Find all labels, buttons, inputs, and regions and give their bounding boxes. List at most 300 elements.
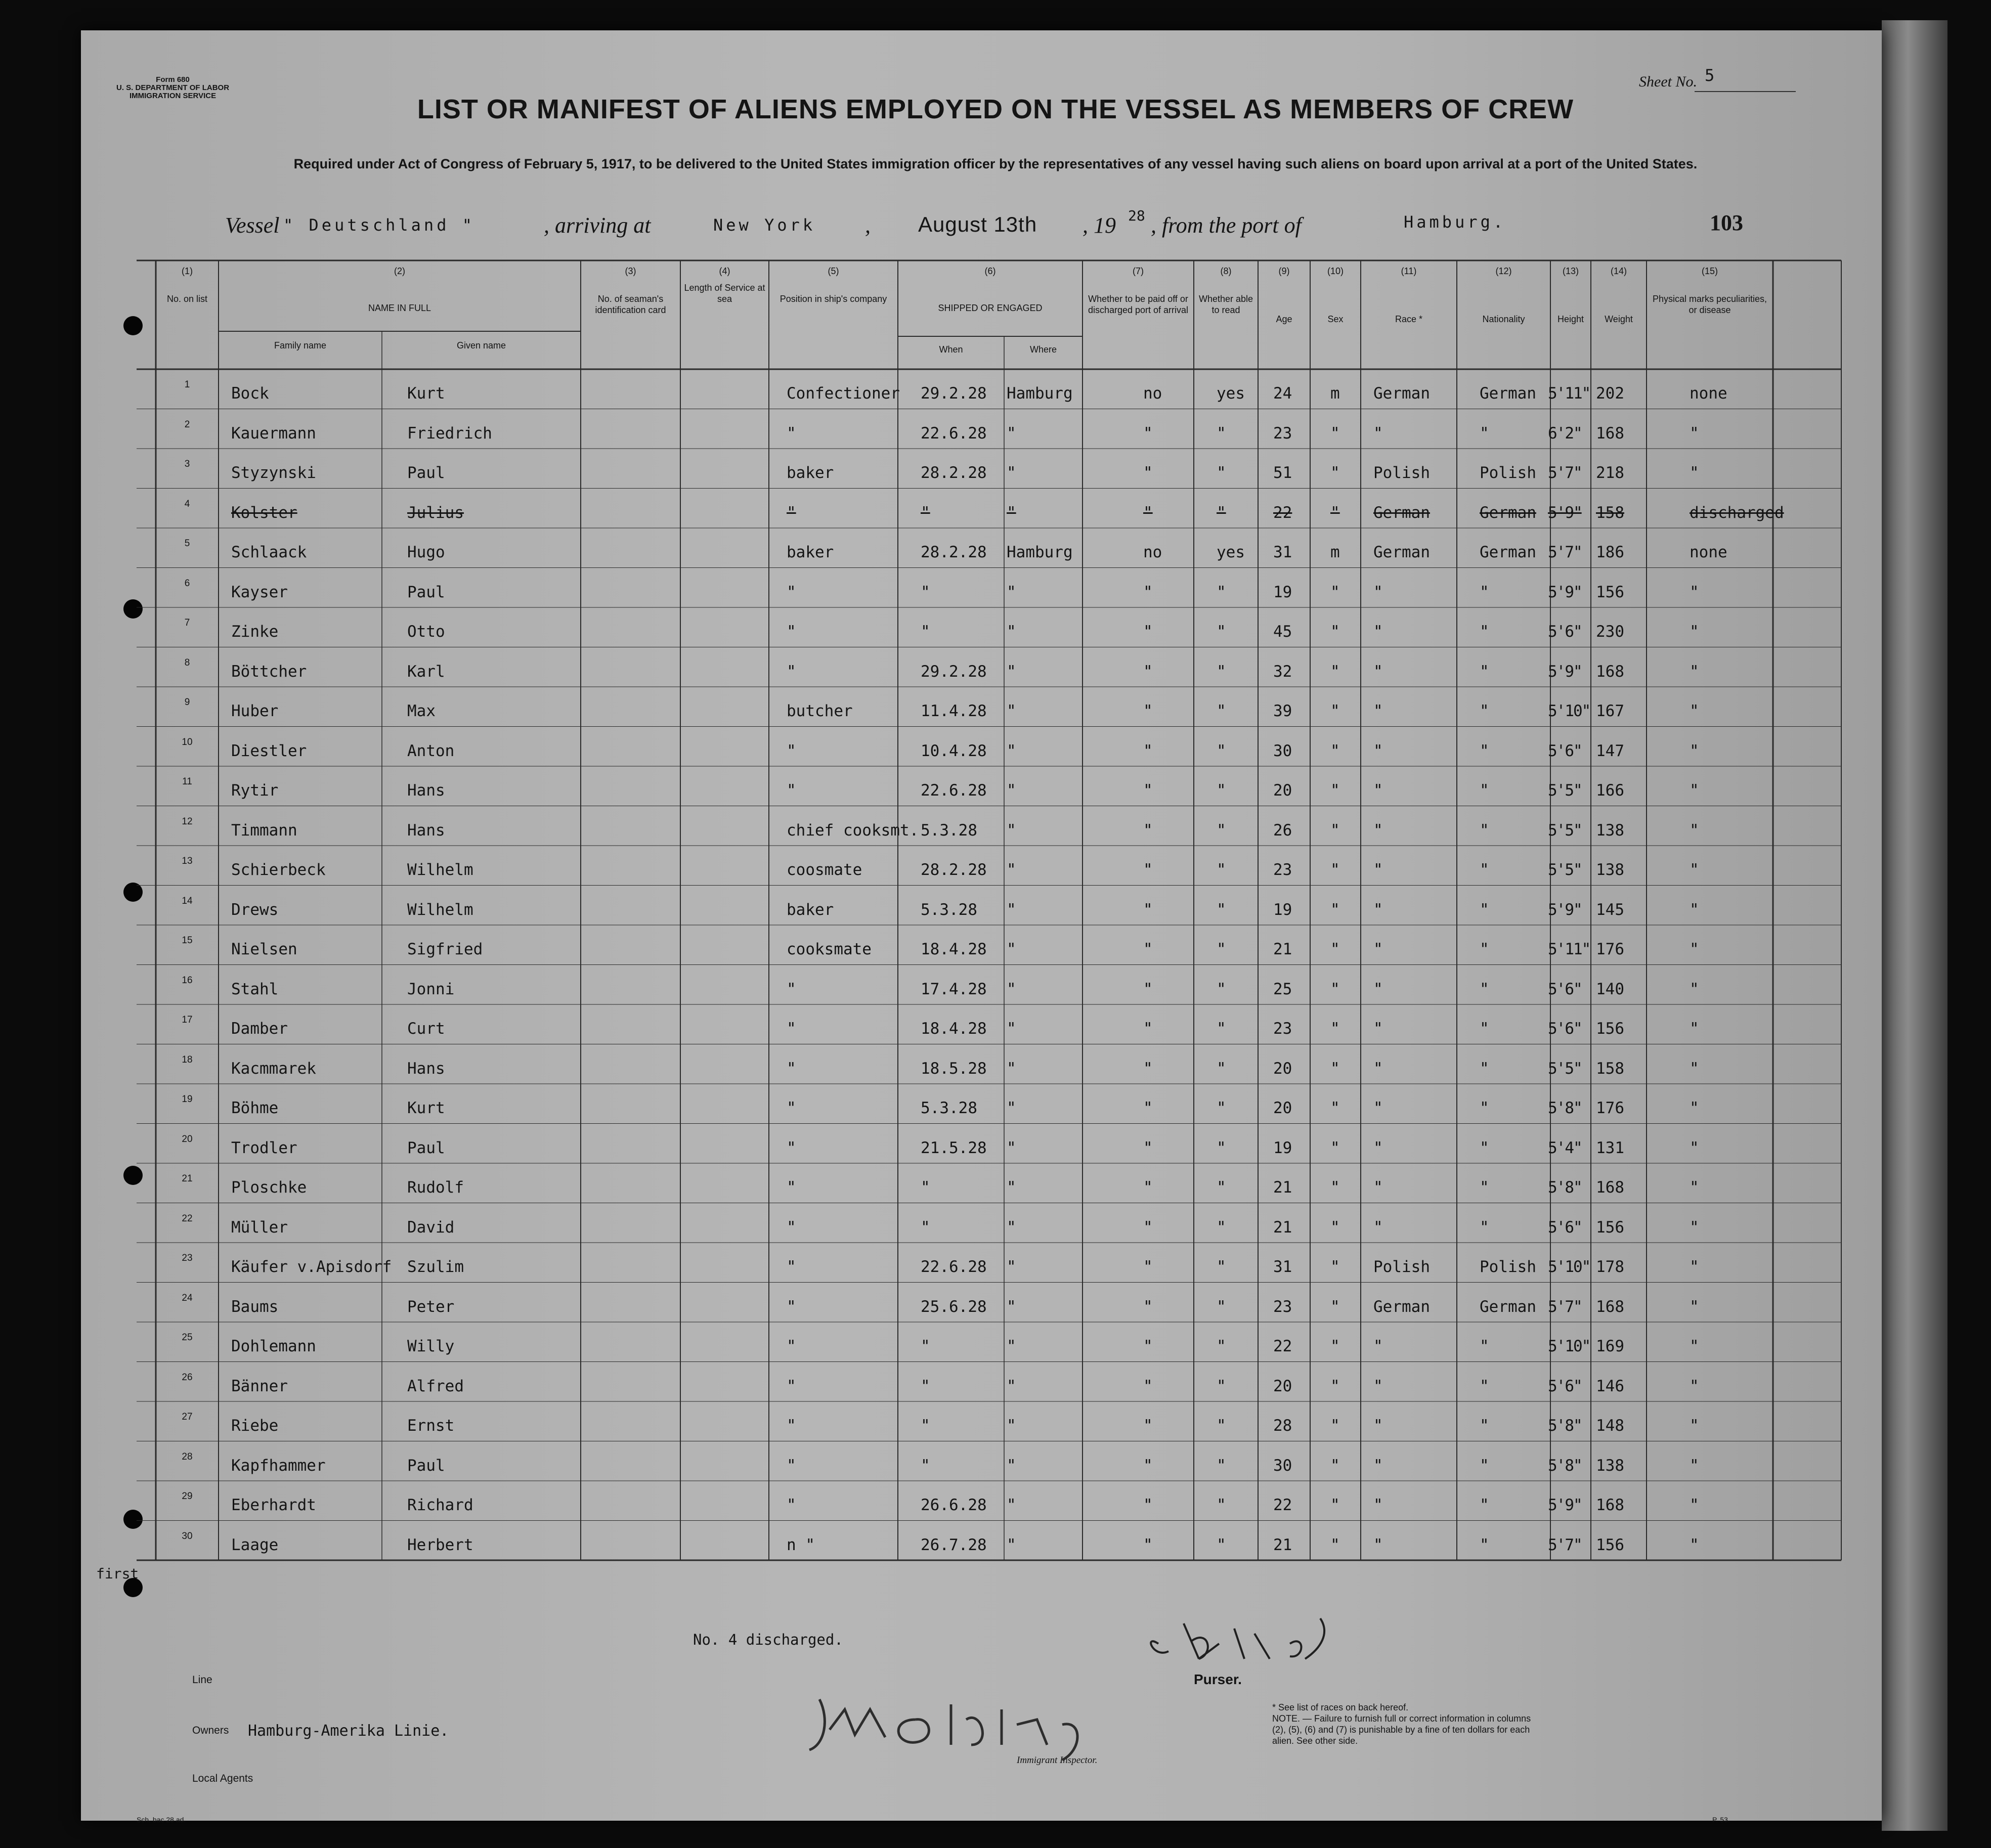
cell-weight: 138 [1596, 1456, 1624, 1475]
cell-shipped-when: " [921, 1337, 930, 1355]
cell-race: " [1373, 1535, 1383, 1554]
arrival-port: New York [713, 215, 816, 235]
cell-nationality: German [1480, 543, 1536, 561]
cell-paid-off: " [1143, 503, 1153, 522]
cell-physical-marks: " [1690, 1059, 1699, 1078]
cell-able-to-read: " [1217, 1496, 1226, 1514]
cell-able-to-read: " [1217, 662, 1226, 681]
row-number: 26 [182, 1372, 193, 1383]
cell-weight: 147 [1596, 741, 1624, 760]
cell-nationality: " [1480, 1218, 1489, 1237]
vessel-label: Vessel [225, 213, 280, 238]
cell-race: " [1373, 1178, 1383, 1197]
sheet-number: 5 [1705, 66, 1715, 85]
cell-nationality: " [1480, 623, 1489, 641]
cell-physical-marks: none [1690, 543, 1727, 561]
cell-family-name: Kauermann [231, 424, 316, 443]
cell-able-to-read: yes [1217, 384, 1245, 403]
cell-given-name: Alfred [407, 1377, 464, 1395]
cell-sex: " [1330, 980, 1340, 998]
cell-race: " [1373, 781, 1383, 800]
cell-family-name: Trodler [231, 1138, 297, 1157]
cell-paid-off: " [1143, 583, 1153, 601]
cell-nationality: " [1480, 1496, 1489, 1514]
owners-value: Hamburg-Amerika Linie. [248, 1722, 449, 1740]
column-header-c4: Length of Service at sea [684, 283, 765, 304]
date-separator: , [865, 213, 871, 238]
cell-height: 5'8" [1548, 1417, 1582, 1435]
row-number: 6 [184, 578, 190, 589]
row-number: 2 [184, 419, 190, 430]
column-header-c2: NAME IN FULL [368, 303, 431, 313]
cell-position: " [787, 583, 796, 601]
purser-label: Purser. [1194, 1671, 1242, 1687]
column-number-c12: (12) [1495, 266, 1512, 276]
column-header-c5: Position in ship's company [780, 294, 887, 304]
cell-weight: 168 [1596, 1297, 1624, 1316]
cell-paid-off: " [1143, 781, 1153, 800]
cell-position: " [787, 741, 796, 760]
race-footnote: * See list of races on back hereof. [1272, 1702, 1409, 1712]
cell-nationality: " [1480, 781, 1489, 800]
cell-shipped-where: " [1007, 1218, 1016, 1237]
cell-height: 5'5" [1548, 861, 1582, 879]
cell-position: baker [787, 900, 834, 919]
cell-physical-marks: " [1690, 1337, 1699, 1355]
cell-age: 20 [1273, 1377, 1292, 1395]
cell-paid-off: " [1143, 702, 1153, 720]
cell-physical-marks: " [1690, 1099, 1699, 1117]
cell-nationality: " [1480, 900, 1489, 919]
cell-given-name: Paul [407, 583, 445, 601]
column-number-c2: (2) [394, 266, 405, 276]
cell-sex: " [1330, 741, 1340, 760]
margin-note: first [96, 1565, 139, 1582]
cell-age: 19 [1273, 1138, 1292, 1157]
cell-race: " [1373, 980, 1383, 998]
cell-shipped-where: " [1007, 1059, 1016, 1078]
cell-race: " [1373, 1337, 1383, 1355]
cell-position: " [787, 1138, 796, 1157]
cell-physical-marks: " [1690, 1535, 1699, 1554]
row-number: 1 [184, 379, 190, 390]
cell-paid-off: " [1143, 900, 1153, 919]
arrival-date: August 13th [918, 212, 1037, 236]
cell-shipped-where: Hamburg [1007, 543, 1073, 561]
cell-position: baker [787, 464, 834, 482]
cell-position: " [787, 424, 796, 443]
cell-family-name: Eberhardt [231, 1496, 316, 1514]
cell-height: 5'9" [1548, 900, 1582, 919]
cell-family-name: Rytir [231, 781, 279, 800]
cell-height: 5'6" [1548, 1218, 1582, 1237]
cell-nationality: " [1480, 1099, 1489, 1117]
column-header-c6: SHIPPED OR ENGAGED [938, 303, 1043, 313]
cell-age: 22 [1273, 503, 1292, 522]
cell-shipped-when: 18.4.28 [921, 940, 987, 958]
cell-sex: " [1330, 1099, 1340, 1117]
cell-shipped-where: " [1007, 861, 1016, 879]
cell-family-name: Kacmmarek [231, 1059, 316, 1078]
cell-nationality: " [1480, 424, 1489, 443]
cell-height: 5'7" [1548, 543, 1582, 561]
cell-family-name: Böhme [231, 1099, 279, 1117]
row-number: 28 [182, 1451, 193, 1462]
cell-position: Confectioner [787, 384, 900, 403]
cell-height: 5'6" [1548, 623, 1582, 641]
cell-nationality: " [1480, 940, 1489, 958]
cell-paid-off: " [1143, 1496, 1153, 1514]
cell-physical-marks: " [1690, 821, 1699, 840]
cell-family-name: Huber [231, 702, 279, 720]
cell-paid-off: " [1143, 1178, 1153, 1197]
cell-race: " [1373, 1417, 1383, 1435]
cell-weight: 158 [1596, 503, 1624, 522]
cell-shipped-when: 17.4.28 [921, 980, 987, 998]
cell-sex: " [1330, 1258, 1340, 1276]
arriving-label: , arriving at [544, 213, 651, 238]
cell-sex: m [1330, 384, 1340, 403]
cell-shipped-where: " [1007, 1417, 1016, 1435]
column-number-c14: (14) [1610, 266, 1627, 276]
column-number-c7: (7) [1133, 266, 1144, 276]
cell-given-name: Paul [407, 1456, 445, 1475]
cell-shipped-when: 28.2.28 [921, 543, 987, 561]
row-number: 19 [182, 1094, 193, 1105]
cell-position: " [787, 1456, 796, 1475]
cell-position: " [787, 1178, 796, 1197]
cell-family-name: Styzynski [231, 464, 316, 482]
row-number: 13 [182, 856, 193, 866]
cell-sex: " [1330, 1178, 1340, 1197]
cell-sex: " [1330, 900, 1340, 919]
cell-race: " [1373, 1496, 1383, 1514]
cell-able-to-read: " [1217, 623, 1226, 641]
cell-shipped-where: " [1007, 1178, 1016, 1197]
cell-race: " [1373, 623, 1383, 641]
cell-position: " [787, 1377, 796, 1395]
cell-weight: 146 [1596, 1377, 1624, 1395]
cell-physical-marks: " [1690, 861, 1699, 879]
cell-position: cooksmate [787, 940, 872, 958]
cell-paid-off: " [1143, 424, 1153, 443]
page-number: 103 [1710, 210, 1743, 235]
cell-given-name: Paul [407, 464, 445, 482]
cell-paid-off: " [1143, 662, 1153, 681]
cell-race: Polish [1373, 464, 1430, 482]
cell-height: 5'9" [1548, 583, 1582, 601]
cell-family-name: Baums [231, 1297, 279, 1316]
cell-shipped-where: " [1007, 1297, 1016, 1316]
cell-race: German [1373, 384, 1430, 403]
cell-paid-off: " [1143, 1258, 1153, 1276]
cell-height: 6'2" [1548, 424, 1582, 443]
local-agents-label: Local Agents [192, 1773, 253, 1784]
cell-given-name: Otto [407, 623, 445, 641]
cell-physical-marks: " [1690, 1417, 1699, 1435]
cell-shipped-when: 22.6.28 [921, 781, 987, 800]
cell-physical-marks: " [1690, 741, 1699, 760]
cell-paid-off: " [1143, 1218, 1153, 1237]
cell-height: 5'5" [1548, 821, 1582, 840]
cell-shipped-where: " [1007, 940, 1016, 958]
cell-age: 23 [1273, 861, 1292, 879]
cell-family-name: Bock [231, 384, 269, 403]
cell-race: " [1373, 1218, 1383, 1237]
row-number: 21 [182, 1173, 193, 1184]
cell-able-to-read: " [1217, 741, 1226, 760]
cell-position: " [787, 1417, 796, 1435]
cell-age: 20 [1273, 1059, 1292, 1078]
row-number: 29 [182, 1491, 193, 1502]
cell-able-to-read: " [1217, 1535, 1226, 1554]
cell-shipped-when: 18.4.28 [921, 1020, 987, 1038]
document-subtitle: Required under Act of Congress of February 5, 1917, to be delivered to the United States immigration officer by the representatives of any vessel having such aliens on board upon arrival at a port of the United States. [293, 156, 1698, 171]
cell-position: " [787, 623, 796, 641]
cell-physical-marks: " [1690, 1138, 1699, 1157]
cell-age: 19 [1273, 900, 1292, 919]
purser-signature [1138, 1613, 1340, 1669]
cell-sex: " [1330, 1417, 1340, 1435]
cell-nationality: " [1480, 1377, 1489, 1395]
cell-shipped-when: 28.2.28 [921, 464, 987, 482]
row-number: 8 [184, 657, 190, 668]
cell-shipped-where: " [1007, 1535, 1016, 1554]
cell-family-name: Riebe [231, 1417, 279, 1435]
cell-weight: 156 [1596, 1535, 1624, 1554]
cell-given-name: Rudolf [407, 1178, 464, 1197]
cell-sex: " [1330, 861, 1340, 879]
cell-sex: " [1330, 662, 1340, 681]
immigrant-inspector-label: Immigrant Inspector. [1017, 1755, 1098, 1766]
cell-position: " [787, 1337, 796, 1355]
row-number: 3 [184, 459, 190, 469]
cell-physical-marks: " [1690, 1297, 1699, 1316]
service-name: IMMIGRATION SERVICE [129, 92, 217, 100]
cell-shipped-when: 11.4.28 [921, 702, 987, 720]
cell-family-name: Laage [231, 1535, 279, 1554]
cell-age: 25 [1273, 980, 1292, 998]
cell-shipped-when: 29.2.28 [921, 662, 987, 681]
cell-weight: 158 [1596, 1059, 1624, 1078]
cell-nationality: " [1480, 821, 1489, 840]
cell-weight: 202 [1596, 384, 1624, 403]
cell-height: 5'11" [1548, 384, 1590, 403]
cell-shipped-where: " [1007, 1456, 1016, 1475]
cell-physical-marks: " [1690, 1496, 1699, 1514]
cell-shipped-when: 18.5.28 [921, 1059, 987, 1078]
cell-shipped-when: " [921, 1456, 930, 1475]
cell-age: 30 [1273, 1456, 1292, 1475]
cell-weight: 168 [1596, 1178, 1624, 1197]
cell-age: 20 [1273, 781, 1292, 800]
cell-given-name: Hans [407, 1059, 445, 1078]
cell-height: 5'5" [1548, 781, 1582, 800]
cell-physical-marks: " [1690, 702, 1699, 720]
cell-family-name: Käufer v.Apisdorf [231, 1258, 392, 1276]
cell-shipped-where: " [1007, 741, 1016, 760]
cell-physical-marks: " [1690, 583, 1699, 601]
cell-given-name: Herbert [407, 1535, 473, 1554]
cell-weight: 166 [1596, 781, 1624, 800]
cell-age: 23 [1273, 1297, 1292, 1316]
cell-height: 5'5" [1548, 1059, 1582, 1078]
cell-shipped-where: " [1007, 1258, 1016, 1276]
cell-physical-marks: " [1690, 424, 1699, 443]
cell-given-name: Friedrich [407, 424, 492, 443]
row-number: 9 [184, 697, 190, 708]
cell-nationality: German [1480, 1297, 1536, 1316]
cell-nationality: " [1480, 1178, 1489, 1197]
cell-position: " [787, 1020, 796, 1038]
from-port-label: , from the port of [1151, 213, 1302, 238]
cell-shipped-where: " [1007, 1496, 1016, 1514]
cell-able-to-read: " [1217, 900, 1226, 919]
column-number-c15: (15) [1701, 266, 1718, 276]
cell-sex: " [1330, 1337, 1340, 1355]
column-header-c10: Sex [1327, 314, 1344, 324]
column-header-c1: No. on list [166, 294, 208, 304]
cell-able-to-read: " [1217, 781, 1226, 800]
cell-shipped-when: 28.2.28 [921, 861, 987, 879]
cell-shipped-where: " [1007, 702, 1016, 720]
row-number: 20 [182, 1133, 193, 1145]
cell-sex: " [1330, 1496, 1340, 1514]
cell-shipped-where: " [1007, 623, 1016, 641]
cell-sex: " [1330, 583, 1340, 601]
cell-race: " [1373, 900, 1383, 919]
cell-nationality: " [1480, 1535, 1489, 1554]
cell-family-name: Drews [231, 900, 279, 919]
cell-family-name: Müller [231, 1218, 288, 1237]
row-number: 22 [182, 1213, 193, 1224]
cell-age: 28 [1273, 1417, 1292, 1435]
column-number-c9: (9) [1278, 266, 1290, 276]
cell-age: 20 [1273, 1099, 1292, 1117]
column-number-c1: (1) [182, 266, 193, 276]
cell-paid-off: no [1143, 543, 1162, 561]
cell-sex: " [1330, 1297, 1340, 1316]
owners-label: Owners [192, 1725, 229, 1736]
cell-race: " [1373, 741, 1383, 760]
column-header-c8: Whether able to read [1198, 294, 1253, 315]
cell-given-name: Anton [407, 741, 455, 760]
cell-nationality: German [1480, 384, 1536, 403]
cell-shipped-when: 21.5.28 [921, 1138, 987, 1157]
cell-given-name: Kurt [407, 1099, 445, 1117]
cell-height: 5'4" [1548, 1138, 1582, 1157]
cell-able-to-read: " [1217, 1178, 1226, 1197]
cell-shipped-when: 10.4.28 [921, 741, 987, 760]
cell-family-name: Böttcher [231, 662, 307, 681]
cell-given-name: Willy [407, 1337, 455, 1355]
cell-able-to-read: " [1217, 1417, 1226, 1435]
cell-family-name: Kolster [231, 503, 297, 522]
cell-paid-off: " [1143, 1337, 1153, 1355]
cell-shipped-when: 26.7.28 [921, 1535, 987, 1554]
sheet-number-label: Sheet No. [1639, 73, 1697, 90]
cell-physical-marks: " [1690, 662, 1699, 681]
cell-sex: " [1330, 940, 1340, 958]
cell-race: " [1373, 1456, 1383, 1475]
cell-weight: 168 [1596, 1496, 1624, 1514]
cell-physical-marks: discharged [1690, 503, 1784, 522]
cell-given-name: Wilhelm [407, 861, 473, 879]
cell-sex: " [1330, 424, 1340, 443]
cell-race: " [1373, 583, 1383, 601]
cell-able-to-read: " [1217, 861, 1226, 879]
cell-able-to-read: " [1217, 1099, 1226, 1117]
cell-weight: 138 [1596, 861, 1624, 879]
cell-height: 5'7" [1548, 464, 1582, 482]
cell-height: 5'6" [1548, 1377, 1582, 1395]
cell-family-name: Kapfhammer [231, 1456, 326, 1475]
cell-family-name: Damber [231, 1020, 288, 1038]
cell-weight: 138 [1596, 821, 1624, 840]
cell-race: " [1373, 821, 1383, 840]
document-title: LIST OR MANIFEST OF ALIENS EMPLOYED ON THE VESSEL AS MEMBERS OF CREW [417, 94, 1574, 124]
cell-family-name: Zinke [231, 623, 279, 641]
cell-shipped-when: 5.3.28 [921, 821, 977, 840]
cell-paid-off: " [1143, 1456, 1153, 1475]
cell-shipped-when: " [921, 1178, 930, 1197]
cell-physical-marks: " [1690, 1178, 1699, 1197]
cell-paid-off: " [1143, 464, 1153, 482]
cell-able-to-read: " [1217, 1059, 1226, 1078]
cell-paid-off: " [1143, 1535, 1153, 1554]
cell-race: " [1373, 662, 1383, 681]
cell-physical-marks: " [1690, 1218, 1699, 1237]
cell-family-name: Schierbeck [231, 861, 326, 879]
cell-family-name: Kayser [231, 583, 288, 601]
cell-able-to-read: " [1217, 1020, 1226, 1038]
cell-weight: 145 [1596, 900, 1624, 919]
cell-given-name: Ernst [407, 1417, 455, 1435]
cell-age: 21 [1273, 1218, 1292, 1237]
cell-paid-off: " [1143, 980, 1153, 998]
cell-age: 23 [1273, 1020, 1292, 1038]
cell-height: 5'8" [1548, 1099, 1582, 1117]
column-header-c9: Age [1276, 314, 1292, 324]
cell-race: Polish [1373, 1258, 1430, 1276]
inspector-signature [799, 1689, 1194, 1765]
cell-able-to-read: " [1217, 980, 1226, 998]
cell-able-to-read: " [1217, 821, 1226, 840]
cell-height: 5'10" [1548, 1258, 1590, 1276]
cell-paid-off: " [1143, 623, 1153, 641]
cell-age: 24 [1273, 384, 1292, 403]
row-number: 5 [184, 538, 190, 549]
cell-shipped-when: " [921, 1377, 930, 1395]
cell-age: 21 [1273, 940, 1292, 958]
cell-sex: " [1330, 1138, 1340, 1157]
cell-race: " [1373, 1099, 1383, 1117]
cell-able-to-read: " [1217, 702, 1226, 720]
cell-race: " [1373, 861, 1383, 879]
row-number: 23 [182, 1253, 193, 1263]
cell-shipped-when: " [921, 1417, 930, 1435]
cell-age: 32 [1273, 662, 1292, 681]
cell-nationality: " [1480, 662, 1489, 681]
cell-shipped-when: " [921, 503, 930, 522]
column-number-c6: (6) [984, 266, 996, 276]
cell-race: German [1373, 503, 1430, 522]
cell-age: 31 [1273, 1258, 1292, 1276]
cell-height: 5'9" [1548, 1496, 1582, 1514]
cell-given-name: Hans [407, 821, 445, 840]
cell-shipped-where: " [1007, 980, 1016, 998]
cell-position: " [787, 1218, 796, 1237]
